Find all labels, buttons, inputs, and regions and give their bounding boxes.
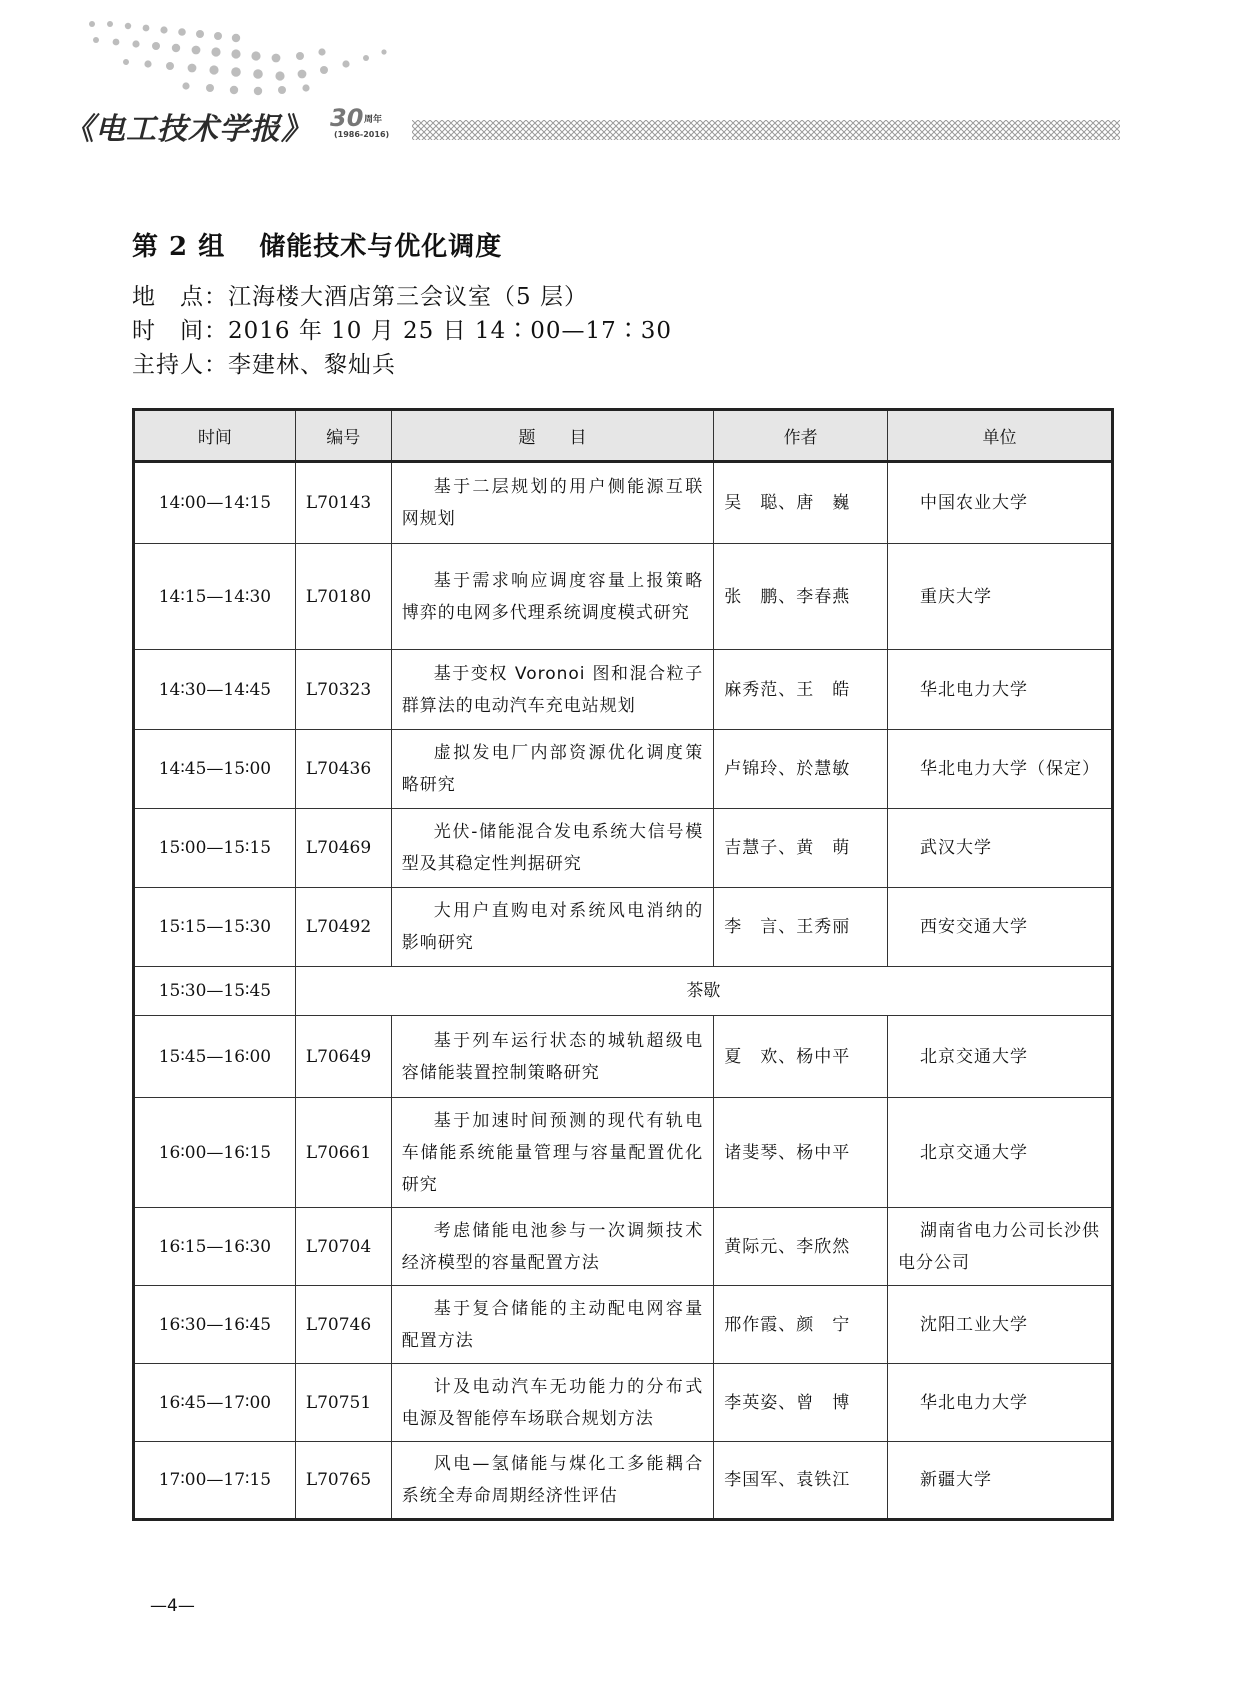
cell-unit: 中国农业大学 <box>888 462 1113 544</box>
cell-title: 虚拟发电厂内部资源优化调度策略研究 <box>391 730 713 809</box>
cell-code: L70649 <box>295 1016 391 1098</box>
cell-title: 基于二层规划的用户侧能源互联网规划 <box>391 462 713 544</box>
anniversary-label: 周年 <box>364 115 383 125</box>
section-title <box>132 226 502 263</box>
anniversary-logo <box>330 104 392 144</box>
table-row <box>134 809 1113 888</box>
cell-time: 14∶15—14∶30 <box>134 544 296 650</box>
header-dot-pattern <box>86 18 416 98</box>
journal-title: 《电工技术学报》 <box>64 112 312 147</box>
time-line <box>132 312 672 345</box>
cell-unit: 武汉大学 <box>888 809 1113 888</box>
time-label: 时 间： <box>132 318 228 344</box>
table-row <box>134 1286 1113 1364</box>
host-value: 李建林、黎灿兵 <box>228 352 396 378</box>
cell-code: L70765 <box>295 1442 391 1520</box>
header-time: 时间 <box>134 410 296 462</box>
anniversary-years: (1986-2016) <box>334 130 390 139</box>
cell-unit: 华北电力大学 <box>888 650 1113 730</box>
cell-unit: 西安交通大学 <box>888 888 1113 967</box>
table-header-row <box>134 410 1113 462</box>
cell-title: 基于列车运行状态的城轨超级电容储能装置控制策略研究 <box>391 1016 713 1098</box>
page-number: —4— <box>150 1596 195 1616</box>
cell-unit: 华北电力大学 <box>888 1364 1113 1442</box>
cell-author: 吉慧子、黄 萌 <box>714 809 888 888</box>
cell-author: 诸斐琴、杨中平 <box>714 1098 888 1208</box>
cell-code: L70180 <box>295 544 391 650</box>
location-label: 地 点： <box>132 284 228 310</box>
cell-code: L70323 <box>295 650 391 730</box>
table-row <box>134 1016 1113 1098</box>
cell-title: 基于变权 Voronoi 图和混合粒子群算法的电动汽车充电站规划 <box>391 650 713 730</box>
cell-unit: 新疆大学 <box>888 1442 1113 1520</box>
cell-time: 16∶00—16∶15 <box>134 1098 296 1208</box>
location-line <box>132 278 588 311</box>
table-row <box>134 1208 1113 1286</box>
cell-code: L70436 <box>295 730 391 809</box>
cell-code: L70469 <box>295 809 391 888</box>
header-crosshatch-bar <box>412 120 1120 140</box>
tea-break-label: 茶歇 <box>295 967 1112 1016</box>
cell-time: 14∶00—14∶15 <box>134 462 296 544</box>
host-line <box>132 346 396 379</box>
cell-time: 15∶45—16∶00 <box>134 1016 296 1098</box>
cell-code: L70661 <box>295 1098 391 1208</box>
cell-title: 风电—氢储能与煤化工多能耦合系统全寿命周期经济性评估 <box>391 1442 713 1520</box>
cell-time: 14∶45—15∶00 <box>134 730 296 809</box>
header-unit: 单位 <box>888 410 1113 462</box>
cell-time: 15∶30—15∶45 <box>134 967 296 1016</box>
table-row <box>134 462 1113 544</box>
cell-time: 16∶45—17∶00 <box>134 1364 296 1442</box>
group-number: 第 2 组 <box>132 232 226 262</box>
cell-code: L70751 <box>295 1364 391 1442</box>
cell-author: 李 言、王秀丽 <box>714 888 888 967</box>
host-label: 主持人： <box>132 352 228 378</box>
table-row <box>134 730 1113 809</box>
cell-title: 基于复合储能的主动配电网容量配置方法 <box>391 1286 713 1364</box>
location-value: 江海楼大酒店第三会议室（5 层） <box>228 284 588 310</box>
time-value: 2016 年 10 月 25 日 14∶00—17∶30 <box>228 318 672 344</box>
cell-code: L70492 <box>295 888 391 967</box>
cell-title: 基于加速时间预测的现代有轨电车储能系统能量管理与容量配置优化研究 <box>391 1098 713 1208</box>
cell-unit: 华北电力大学（保定） <box>888 730 1113 809</box>
table-row <box>134 888 1113 967</box>
cell-author: 麻秀范、王 皓 <box>714 650 888 730</box>
cell-title: 基于需求响应调度容量上报策略博弈的电网多代理系统调度模式研究 <box>391 544 713 650</box>
header-author: 作者 <box>714 410 888 462</box>
cell-title: 光伏-储能混合发电系统大信号模型及其稳定性判据研究 <box>391 809 713 888</box>
cell-time: 15∶00—15∶15 <box>134 809 296 888</box>
cell-unit: 重庆大学 <box>888 544 1113 650</box>
anniversary-number: 30 <box>330 104 364 132</box>
cell-author: 邢作霞、颜 宁 <box>714 1286 888 1364</box>
cell-code: L70143 <box>295 462 391 544</box>
schedule-table <box>132 408 1114 1521</box>
cell-time: 14∶30—14∶45 <box>134 650 296 730</box>
cell-time: 16∶30—16∶45 <box>134 1286 296 1364</box>
break-row <box>134 967 1113 1016</box>
table-row <box>134 1364 1113 1442</box>
header-title: 题 目 <box>391 410 713 462</box>
cell-unit: 北京交通大学 <box>888 1098 1113 1208</box>
cell-author: 李英姿、曾 博 <box>714 1364 888 1442</box>
cell-time: 15∶15—15∶30 <box>134 888 296 967</box>
cell-author: 李国军、袁铁江 <box>714 1442 888 1520</box>
cell-time: 17∶00—17∶15 <box>134 1442 296 1520</box>
group-topic: 储能技术与优化调度 <box>259 232 503 262</box>
cell-author: 黄际元、李欣然 <box>714 1208 888 1286</box>
cell-unit: 湖南省电力公司长沙供电分公司 <box>888 1208 1113 1286</box>
table-row <box>134 1442 1113 1520</box>
cell-title: 考虑储能电池参与一次调频技术经济模型的容量配置方法 <box>391 1208 713 1286</box>
cell-time: 16∶15—16∶30 <box>134 1208 296 1286</box>
cell-code: L70746 <box>295 1286 391 1364</box>
table-row <box>134 1098 1113 1208</box>
cell-code: L70704 <box>295 1208 391 1286</box>
cell-title: 计及电动汽车无功能力的分布式电源及智能停车场联合规划方法 <box>391 1364 713 1442</box>
cell-author: 吴 聪、唐 巍 <box>714 462 888 544</box>
cell-author: 张 鹏、李春燕 <box>714 544 888 650</box>
cell-unit: 沈阳工业大学 <box>888 1286 1113 1364</box>
cell-unit: 北京交通大学 <box>888 1016 1113 1098</box>
table-row <box>134 544 1113 650</box>
table-row <box>134 650 1113 730</box>
cell-author: 卢锦玲、於慧敏 <box>714 730 888 809</box>
cell-title: 大用户直购电对系统风电消纳的影响研究 <box>391 888 713 967</box>
cell-author: 夏 欢、杨中平 <box>714 1016 888 1098</box>
header-code: 编号 <box>295 410 391 462</box>
